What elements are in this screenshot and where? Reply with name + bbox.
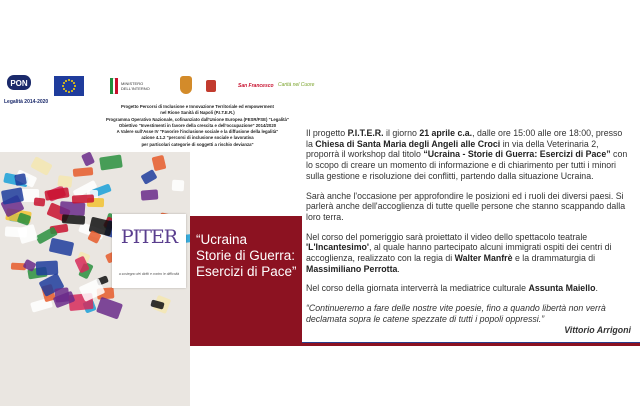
flag-tile bbox=[36, 261, 59, 276]
flag-tile bbox=[60, 201, 86, 216]
bold-text: “Ucraina - Storie di Guerra: Esercizi di Pace” bbox=[423, 149, 611, 160]
title-line: “Ucraina bbox=[196, 232, 248, 247]
flag-tile bbox=[48, 238, 73, 257]
flag-tile bbox=[81, 152, 95, 166]
text-run: in via della Veterinaria 2, proporrà il workshop dal titolo bbox=[306, 138, 599, 160]
eu-star-icon bbox=[65, 90, 67, 92]
flag-tile bbox=[14, 173, 27, 185]
bold-text: Massimiliano Perrotta bbox=[306, 263, 398, 274]
title-line: Storie di Guerra: bbox=[196, 248, 296, 263]
piter-logo-card bbox=[112, 214, 186, 288]
eu-star-icon bbox=[71, 90, 73, 92]
text-run: e la drammaturgia di bbox=[512, 253, 596, 264]
eu-star-icon bbox=[68, 79, 70, 81]
eu-star-icon bbox=[63, 88, 65, 90]
eu-star-icon bbox=[73, 82, 75, 84]
pon-logo-text: PON bbox=[10, 79, 28, 88]
eu-star-icon bbox=[68, 91, 70, 93]
flag-tile bbox=[44, 187, 70, 201]
flag-tile bbox=[57, 175, 73, 187]
bold-text: Assunta Maiello bbox=[528, 283, 596, 294]
text-run: Nel corso della giornata interverrà la mediatrice culturale bbox=[306, 283, 529, 294]
event-description bbox=[306, 128, 631, 335]
quote-signature: Vittorio Arrigoni bbox=[564, 324, 631, 335]
text-run: , al quale hanno partecipato alcuni immigrati ospiti dei centri di accoglienza, realizzato con la regia di bbox=[306, 242, 612, 264]
text-run: con lo scopo di creare un momento di informazione e di chiarimento per tutti i minori sulla gestione e risoluzione dei conflitti, partendo dalla situazione Ucraina. bbox=[306, 149, 628, 181]
text-run: Nel corso del pomeriggio sarà proiettato il video dello spettacolo teatrale bbox=[306, 231, 588, 242]
quote-text: “Continueremo a fare delle nostre vite poesie, fino a quando libertà non verrà declamata sopra le catene spezzate di tutti i popoli oppressi.” bbox=[306, 303, 606, 324]
italian-flag-icon bbox=[110, 78, 118, 94]
event-title bbox=[196, 232, 306, 280]
title-line: Esercizi di Pace” bbox=[196, 264, 297, 279]
paragraph-context bbox=[306, 191, 631, 223]
program-line: Obiettivo "Investimenti in favore della crescita e dell'occupazione" 2014/2020 bbox=[118, 122, 277, 128]
flag-tile bbox=[5, 226, 27, 237]
flag-tile bbox=[30, 156, 52, 175]
flag-tile bbox=[33, 197, 45, 206]
bold-text: 'L'Incantesimo' bbox=[306, 242, 369, 253]
flag-tile bbox=[99, 154, 123, 171]
campania-crest-logo bbox=[206, 80, 216, 92]
municipal-crest-logo bbox=[180, 76, 192, 94]
eu-star-icon bbox=[73, 88, 75, 90]
pon-logo bbox=[6, 72, 32, 98]
eu-star-icon bbox=[63, 82, 65, 84]
text-run: . bbox=[397, 263, 400, 274]
program-description bbox=[85, 104, 310, 148]
program-line: Progetto Percorsi di Inclusione e Innovazione Territoriale ed empowerment bbox=[121, 104, 274, 109]
paragraph-video bbox=[306, 232, 631, 275]
flag-tile bbox=[96, 297, 123, 320]
flag-tile bbox=[172, 180, 185, 192]
bold-text: Chiesa di Santa Maria degli Angeli alle Croci bbox=[315, 138, 501, 149]
program-line: Programma Operativo Nazionale, cofinanziato dall'Unione Europea (FESR/FSE) "Legalità" bbox=[106, 116, 289, 122]
program-line: azione 4.1.2 "percorsi di inclusione sociale e lavorativa bbox=[141, 135, 254, 141]
text-run: . bbox=[595, 283, 598, 294]
eu-star-icon bbox=[65, 80, 67, 82]
eu-flag-logo bbox=[54, 76, 84, 96]
text-run: il giorno bbox=[383, 128, 420, 138]
flag-tile bbox=[71, 194, 93, 203]
text-run: Il progetto bbox=[306, 128, 348, 138]
eu-star-icon bbox=[74, 85, 76, 87]
eu-star-icon bbox=[62, 85, 64, 87]
flag-tile bbox=[141, 170, 158, 185]
piter-logo: PITER bbox=[120, 226, 178, 248]
logo-strip bbox=[0, 70, 640, 105]
bold-text: P.I.T.E.R. bbox=[347, 128, 384, 138]
flag-tile bbox=[152, 155, 167, 172]
flag-tile bbox=[72, 167, 93, 177]
bold-text: Walter Manfrè bbox=[454, 253, 513, 264]
text-run: , dalle ore 15:00 alle ore 18:00, presso la bbox=[306, 128, 623, 149]
pon-subtitle: Legalità 2014-2020 bbox=[4, 99, 49, 105]
piter-tagline: a sostegno dei diritti e contro le difficoltà bbox=[118, 272, 180, 276]
program-line: per particolari categorie di soggetti a rischio devianza" bbox=[141, 141, 254, 147]
partner-logo: Carità nel Cuore bbox=[278, 82, 315, 88]
bold-text: 21 aprile c.a. bbox=[419, 128, 473, 138]
program-line: A Valere sull'Asse IV "Favorire l'inclusione sociale e la diffusione della legalità" bbox=[116, 129, 279, 135]
paragraph-mediator bbox=[306, 283, 631, 294]
text-run: Sarà anche l'occasione per approfondire le posizioni ed i ruoli dei diversi paesi. Si parlerà anche dell'accoglienza di tutte quelle persone che stanno scappando dalla loro terra. bbox=[306, 190, 626, 222]
program-line: nel Rione Sanità di Napoli (P.I.T.E.R.) bbox=[160, 110, 235, 116]
ministero-label: MINISTERO DELL'INTERNO bbox=[121, 81, 150, 91]
flag-tile bbox=[140, 190, 158, 201]
san-francesco-logo: San Francesco bbox=[238, 83, 274, 89]
paragraph-intro bbox=[306, 128, 631, 182]
